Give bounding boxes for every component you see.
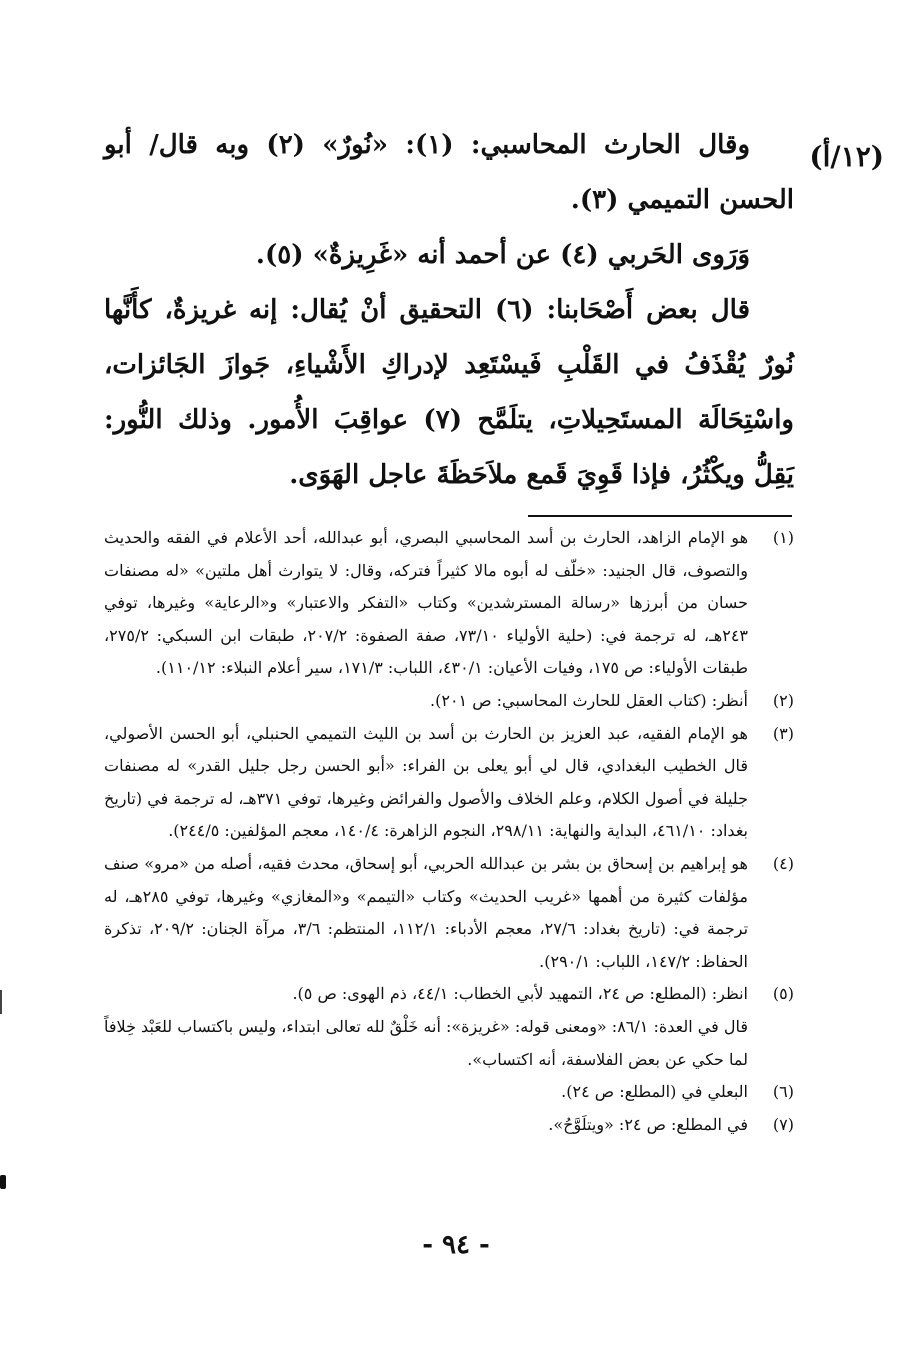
scan-edge-dot — [0, 1175, 6, 1189]
page-number: - ٩٤ - — [422, 1230, 490, 1260]
paragraph-ashab: قال بعض أَصْحَابنا: (٦) التحقيق أنْ يُقال: إنه غريزةٌ، كأَنَّها نُورٌ يُقْذَفُ في القَلْبِ فَيسْتَعِد لإدراكِ الأَشْياءِ، جَوازَ الجَائزات، واسْتِحَالَة المستَحِيلاتِ، يتلَمَّح (٧) عواقِبَ الأُمور. وذلك النُّور: يَقِلُّ ويكْثُرُ، فإذا قَوِيَ قَمع ملاَحَظَةَ عاجل الهَوَى. — [104, 295, 794, 490]
footnote-number: (٢) — [772, 690, 794, 710]
footnote-number: (٧) — [772, 1114, 794, 1134]
footnote-number: (١) — [772, 528, 794, 547]
margin-folio-reference: (١٢/أ) — [809, 140, 884, 173]
main-body-text — [104, 118, 794, 503]
footnote-number: (٤) — [772, 853, 794, 873]
footnote-separator — [528, 515, 792, 517]
scan-edge-mark — [0, 990, 2, 1014]
footnote-3 — [104, 718, 794, 848]
footnote-7 — [104, 1109, 794, 1142]
footnotes-section — [104, 522, 794, 1141]
footnote-5 — [104, 978, 794, 1011]
footnote-text: أنظر: (كتاب العقل للحارث المحاسبي: ص ٢٠١). — [430, 690, 748, 710]
footnote-text: في المطلع: ص ٢٤: «ويتلَوَّحُ». — [548, 1114, 748, 1134]
footnote-text: هو الإمام الفقيه، عبد العزيز بن الحارث بن أسد بن الليث التميمي الحنبلي، أبو الحسن الأصولي، قال الخطيب البغدادي، قال لي أبو يعلى بن الفراء: «أبو الحسن رجل جليل القدر» له مصنفات جليلة في أصول الكلام، وعلم الخلاف والأصول والفرائض وغيرها، توفي ٣٧١هـ، له ترجمة في (تاريخ بغداد: ٤٦١/١٠، البداية والنهاية: ٢٩٨/١١، النجوم الزاهرة: ١٤٠/٤، معجم المؤلفين: ٢٤٤/٥). — [104, 723, 748, 841]
paragraph-harbi: وَرَوى الحَربي (٤) عن أحمد أنه «غَرِيزةٌ» (٥). — [255, 240, 750, 270]
footnote-text: هو إبراهيم بن إسحاق بن بشر بن عبدالله الحربي، أبو إسحاق، محدث فقيه، أصله من «مرو» صنف مؤلفات كثيرة من أهمها «غريب الحديث» وكتاب «التيمم» و«المغازي» وغيرها، توفي ٢٨٥هـ، له ترجمة في: (تاريخ بغداد: ٢٧/٦، معجم الأدباء: ١١٢/١، المنتظم: ٣/٦، مرآة الجنان: ٢٠٩/٢، تذكرة الحفاظ: ١٤٧/٢، اللباب: ٢٩٠/١). — [104, 853, 749, 971]
footnote-6 — [104, 1076, 794, 1109]
footnote-2 — [104, 685, 794, 718]
footnote-4 — [104, 848, 794, 978]
footnote-text: البعلي في (المطلع: ص ٢٤). — [561, 1082, 748, 1102]
footnote-number: (٥) — [772, 984, 794, 1004]
footnote-5-continuation: قال في العدة: ٨٦/١: «ومعنى قوله: «غريزة»: أنه خَلْقٌ لله تعالى ابتداء، وليس باكتساب للعَبْد خِلافاً لما حكي عن بعض الفلاسفة، أنه اكتساب». — [104, 1016, 748, 1069]
footnote-number: (٣) — [772, 723, 794, 743]
footnote-number: (٦) — [772, 1082, 794, 1102]
paragraph-muhasibi: وقال الحارث المحاسبي: (١): «نُورٌ» (٢) وبه قال/ أبو الحسن التميمي (٣). — [104, 130, 794, 215]
footnote-text: هو الإمام الزاهد، الحارث بن أسد المحاسبي البصري، أبو عبدالله، أحد الأعلام في الفقه والحديث والتصوف، قال الجنيد: «خلّف له أبوه مالا كثيراً فتركه، وقال: لا يتوارث أهل ملتين» «له مصنفات حسان من أبرزها «رسالة المسترشدين» وكتاب «التفكر والاعتبار» و«الرعاية» وغيرها، توفي ٢٤٣هـ، له ترجمة في: (حلية الأولياء ٧٣/١٠، صفة الصفوة: ٢٠٧/٢، طبقات ابن السبكي: ٢٧٥/٢، طبقات الأولياء: ص ١٧٥، وفيات الأعيان: ٤٣٠/١، اللباب: ١٧١/٣، سير أعلام النبلاء: ١١٠/١٢). — [104, 528, 748, 678]
footnote-text: انظر: (المطلع: ص ٢٤، التمهيد لأبي الخطاب: ٤٤/١، ذم الهوى: ص ٥). — [292, 984, 748, 1004]
footnote-1 — [104, 522, 794, 685]
